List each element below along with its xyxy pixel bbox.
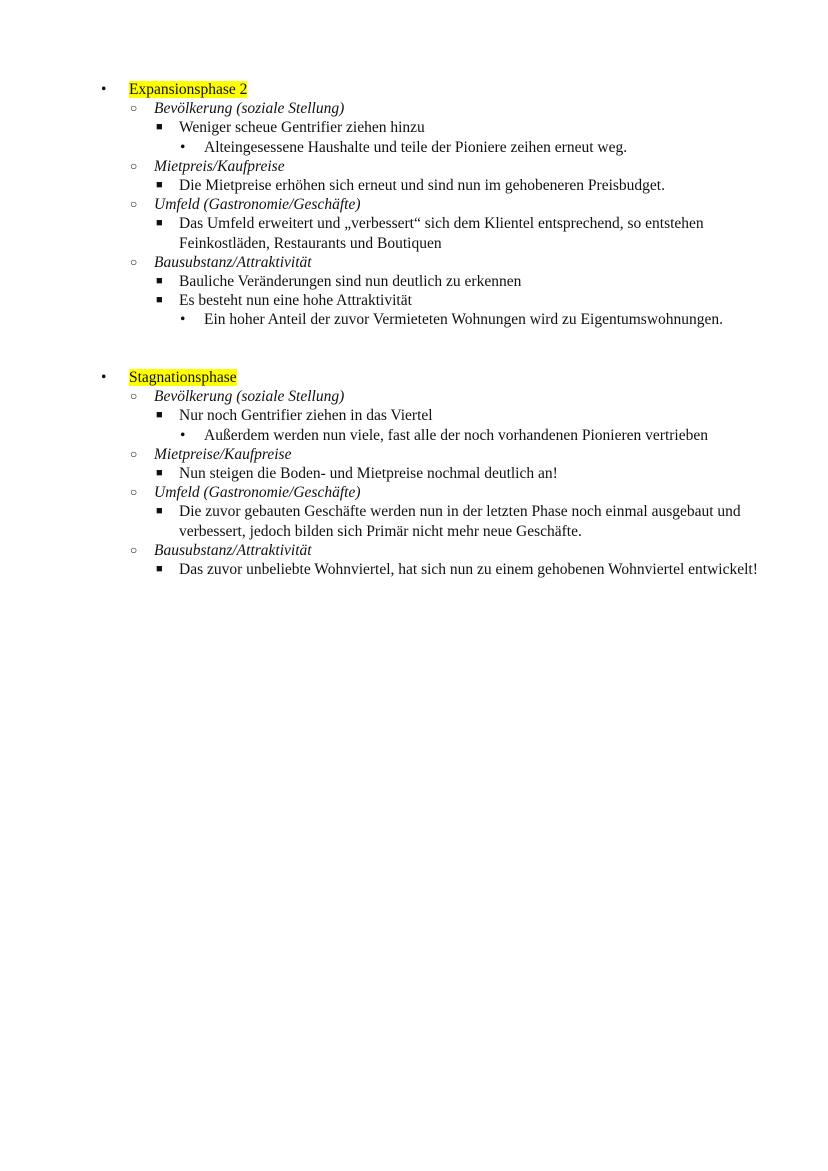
sub-list-item-text: Ein hoher Anteil der zuvor Vermieteten Wohnungen wird zu Eigentumswohnungen. (204, 311, 724, 329)
section-stagnationsphase (0, 368, 828, 579)
section-heading-row (0, 368, 828, 387)
list-item-text: Die zuvor gebauten Geschäfte werden nun in der letzten Phase noch einmal ausgebaut und verbessert, jedoch bilden sich Primär nicht mehr neue Geschäfte. (179, 503, 741, 540)
list-item-text: Nur noch Gentrifier ziehen in das Viertel (179, 407, 433, 425)
bullet-circle-icon: ○ (130, 197, 138, 212)
section-heading: Stagnationsphase (129, 369, 237, 386)
list-item-text: Weniger scheue Gentrifier ziehen hinzu (179, 119, 425, 137)
list-item-text: Die Mietpreise erhöhen sich erneut und sind nun im gehobeneren Preisbudget. (179, 177, 665, 195)
sub-list-item-text: Alteingesessene Haushalte und teile der Pioniere zeihen erneut weg. (204, 138, 628, 156)
list-item (0, 406, 828, 425)
bullet-square-icon: ■ (156, 217, 163, 230)
list-item (0, 464, 828, 483)
group-label: Bevölkerung (soziale Stellung) (154, 388, 345, 406)
group-label: Bausubstanz/Attraktivität (154, 253, 312, 271)
group-label: Umfeld (Gastronomie/Geschäfte) (154, 484, 361, 502)
sub-list-item (0, 426, 828, 445)
group-label: Mietpreis/Kaufpreise (154, 157, 285, 175)
list-item (0, 291, 828, 310)
section-heading: Expansionsphase 2 (129, 81, 248, 98)
list-item-text: Das Umfeld erweitert und „verbessert“ sich dem Klientel entsprechend, so entstehen Feinkostläden, Restaurants und Boutiquen (179, 215, 704, 252)
list-item (0, 560, 828, 579)
bullet-square-icon: ■ (156, 294, 163, 307)
list-item (0, 502, 828, 540)
bullet-square-icon: ■ (156, 467, 163, 480)
bullet-circle-icon: ○ (130, 485, 138, 500)
group-label: Umfeld (Gastronomie/Geschäfte) (154, 196, 361, 214)
list-item (0, 272, 828, 291)
group-label: Bausubstanz/Attraktivität (154, 541, 312, 559)
bullet-disc-icon: • (101, 369, 107, 386)
list-item-text: Es besteht nun eine hohe Attraktivität (179, 292, 412, 310)
bullet-circle-icon: ○ (130, 542, 138, 557)
sub-list-item (0, 310, 828, 329)
bullet-circle-icon: ○ (130, 101, 138, 116)
group-label-row (0, 541, 828, 560)
bullet-square-icon: ■ (156, 505, 163, 518)
group-label-row (0, 99, 828, 118)
section-expansionsphase-2 (0, 80, 828, 330)
bullet-square-icon: ■ (156, 121, 163, 134)
bullet-square-icon: ■ (156, 179, 163, 192)
sub-list-item-text: Außerdem werden nun viele, fast alle der noch vorhandenen Pionieren vertrieben (204, 426, 708, 444)
bullet-disc-icon: • (101, 81, 107, 98)
group-label: Bevölkerung (soziale Stellung) (154, 100, 345, 118)
list-item (0, 214, 828, 252)
list-item (0, 176, 828, 195)
bullet-circle-icon: ○ (130, 389, 138, 404)
group-label-row (0, 253, 828, 272)
section-heading-row (0, 80, 828, 99)
group-label-row (0, 445, 828, 464)
list-item-text: Das zuvor unbeliebte Wohnviertel, hat sich nun zu einem gehobenen Wohnviertel entwickelt! (179, 561, 758, 579)
bullet-disc-icon: • (180, 138, 186, 156)
group-label-row (0, 157, 828, 176)
group-label-row (0, 387, 828, 406)
bullet-square-icon: ■ (156, 275, 163, 288)
list-item-text: Bauliche Veränderungen sind nun deutlich zu erkennen (179, 273, 522, 291)
group-label-row (0, 483, 828, 502)
bullet-square-icon: ■ (156, 409, 163, 422)
bullet-circle-icon: ○ (130, 254, 138, 269)
bullet-square-icon: ■ (156, 563, 163, 576)
group-label: Mietpreise/Kaufpreise (154, 445, 292, 463)
bullet-circle-icon: ○ (130, 446, 138, 461)
list-item (0, 118, 828, 137)
bullet-circle-icon: ○ (130, 158, 138, 173)
bullet-disc-icon: • (180, 426, 186, 444)
list-item-text: Nun steigen die Boden- und Mietpreise nochmal deutlich an! (179, 465, 558, 483)
group-label-row (0, 195, 828, 214)
bullet-disc-icon: • (180, 311, 186, 329)
sub-list-item (0, 138, 828, 157)
